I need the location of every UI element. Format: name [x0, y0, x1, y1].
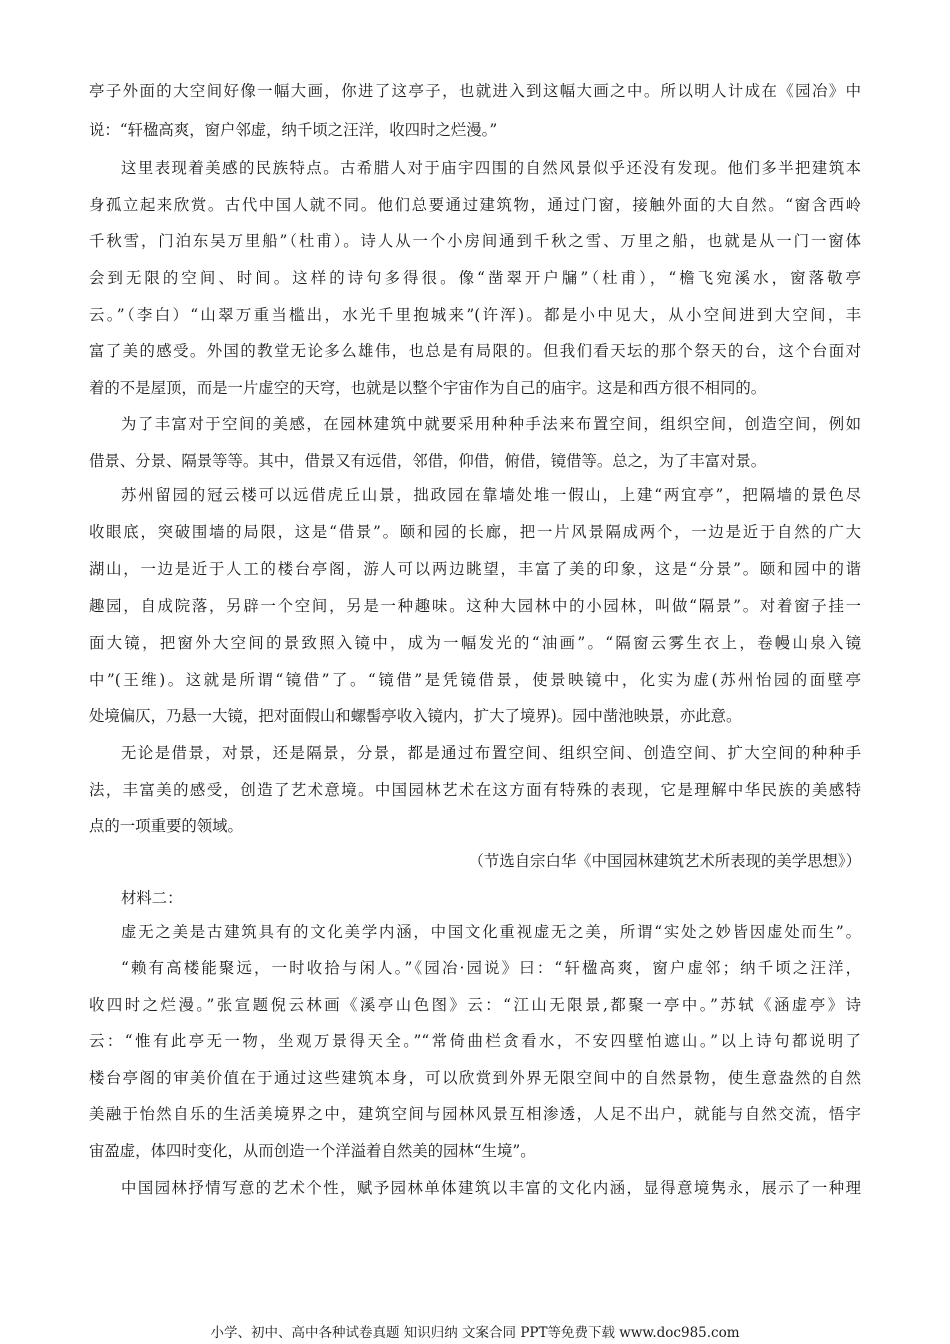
text-line: 面大镜，把窗外大空间的景致照入镜中，成为一幅发光的“油画”。“隔窗云雾生衣上，卷幔山泉入镜 — [89, 634, 861, 652]
text-line: 无论是借景，对景，还是隔景，分景，都是通过布置空间、组织空间、创造空间、扩大空间的种种手 — [121, 744, 861, 762]
text-line: 处境偏仄，乃悬一大镜，把对面假山和螺髻亭收入镜内，扩大了境界)。园中凿池映景，亦此意。 — [89, 707, 742, 725]
page-footer: 小学、初中、高中各种试卷真题 知识归纳 文案合同 PPT等免费下载 www.doc985.com — [210, 1325, 740, 1341]
text-line: 富了美的感受。外国的教堂无论多么雄伟，也总是有局限的。但我们看天坛的那个祭天的台，这个台面对 — [89, 342, 861, 360]
text-line: 云：“惟有此亭无一物，坐观万景得天全。”“常倚曲栏贪看水，不安四壁怕遮山。”以上诗句都说明了 — [89, 1032, 861, 1050]
text-line: 这里表现着美感的民族特点。古希腊人对于庙宇四围的自然风景似乎还没有发现。他们多半把建筑本 — [121, 159, 861, 177]
source-citation: （节选自宗白华《中国园林建筑艺术所表现的美学思想》） — [468, 852, 861, 870]
text-line: 着的不是屋顶，而是一片虚空的天穹，也就是以整个宇宙作为自己的庙宇。这是和西方很不相同的。 — [89, 379, 767, 397]
text-line: 中国园林抒情写意的艺术个性，赋予园林单体建筑以丰富的文化内涵，显得意境隽永，展示了一种理 — [121, 1179, 861, 1197]
text-line: 云。”（李白）“山翠万重当槛出，水光千里抱城来”(许浑)。都是小中见大，从小空间进到大空间，丰 — [89, 306, 861, 324]
text-line: 虚无之美是古建筑具有的文化美学内涵，中国文化重视虚无之美，所谓“实处之妙皆因虚处而生”。 — [121, 923, 861, 941]
text-line: 身孤立起来欣赏。古代中国人就不同。他们总要通过建筑物，通过门窗，接触外面的大自然。“窗含西岭 — [89, 196, 861, 214]
text-line: 收眼底，突破围墙的局限，这是“借景”。颐和园的长廊，把一片风景隔成两个，一边是近于自然的广大 — [89, 523, 861, 541]
text-line: 湖山，一边是近于人工的楼台亭阁，游人可以两边眺望，丰富了美的印象，这是“分景”。颐和园中的谐 — [89, 560, 861, 578]
text-line: 收四时之烂漫。”张宣题倪云林画《溪亭山色图》云：“江山无限景,都聚一亭中。”苏轼《涵虚亭》诗 — [89, 996, 861, 1014]
section-heading: 材料二： — [121, 889, 183, 907]
text-line: 苏州留园的冠云楼可以远借虎丘山景，拙政园在靠墙处堆一假山，上建“两宜亭”，把隔墙的景色尽 — [121, 486, 861, 504]
text-line: 宙盈虚，体四时变化，从而创造一个洋溢着自然美的园林“生境”。 — [89, 1142, 536, 1160]
text-line: 为了丰富对于空间的美感，在园林建筑中就要采用种种手法来布置空间，组织空间，创造空间，例如 — [121, 415, 861, 433]
text-line: 法，丰富美的感受，创造了艺术意境。中国园林艺术在这方面有特殊的表现，它是理解中华民族的美感特 — [89, 781, 861, 799]
text-line: 美融于怡然自乐的生活美境界之中，建筑空间与园林风景互相渗透，人足不出户，就能与自然交流，悟宇 — [89, 1105, 861, 1123]
text-line: 说：“轩楹高爽，窗户邻虚，纳千顷之汪洋，收四时之烂漫。” — [89, 121, 498, 139]
text-line: “赖有高楼能聚远，一时收拾与闲人。”《园冶·园说》曰：“轩楹高爽，窗户虚邻；纳千顷之汪洋， — [121, 959, 861, 977]
text-line: 会到无限的空间、时间。这样的诗句多得很。像“凿翠开户牖”（杜甫），“檐飞宛溪水，窗落敬亭 — [89, 269, 861, 287]
text-line: 趣园，自成院落，另辟一个空间，另是一种趣味。这种大园林中的小园林，叫做“隔景”。对着窗子挂一 — [89, 597, 861, 615]
text-line: 千秋雪，门泊东吴万里船”（杜甫）。诗人从一个小房间通到千秋之雪、万里之船，也就是从一门一窗体 — [89, 232, 861, 250]
text-line: 借景、分景、隔景等等。其中，借景又有远借，邻借，仰借，俯借，镜借等。总之，为了丰富对景。 — [89, 452, 767, 470]
text-line: 亭子外面的大空间好像一幅大画，你进了这亭子，也就进入到这幅大画之中。所以明人计成在《园冶》中 — [89, 82, 861, 100]
text-line: 中”(王维)。这就是所谓“镜借”了。“镜借”是凭镜借景，使景映镜中，化实为虚(苏州怡园的面壁亭 — [89, 671, 861, 689]
text-line: 楼台亭阁的审美价值在于通过这些建筑本身，可以欣赏到外界无限空间中的自然景物，使生意盎然的自然 — [89, 1069, 861, 1087]
text-line: 点的一项重要的领域。 — [89, 817, 243, 835]
